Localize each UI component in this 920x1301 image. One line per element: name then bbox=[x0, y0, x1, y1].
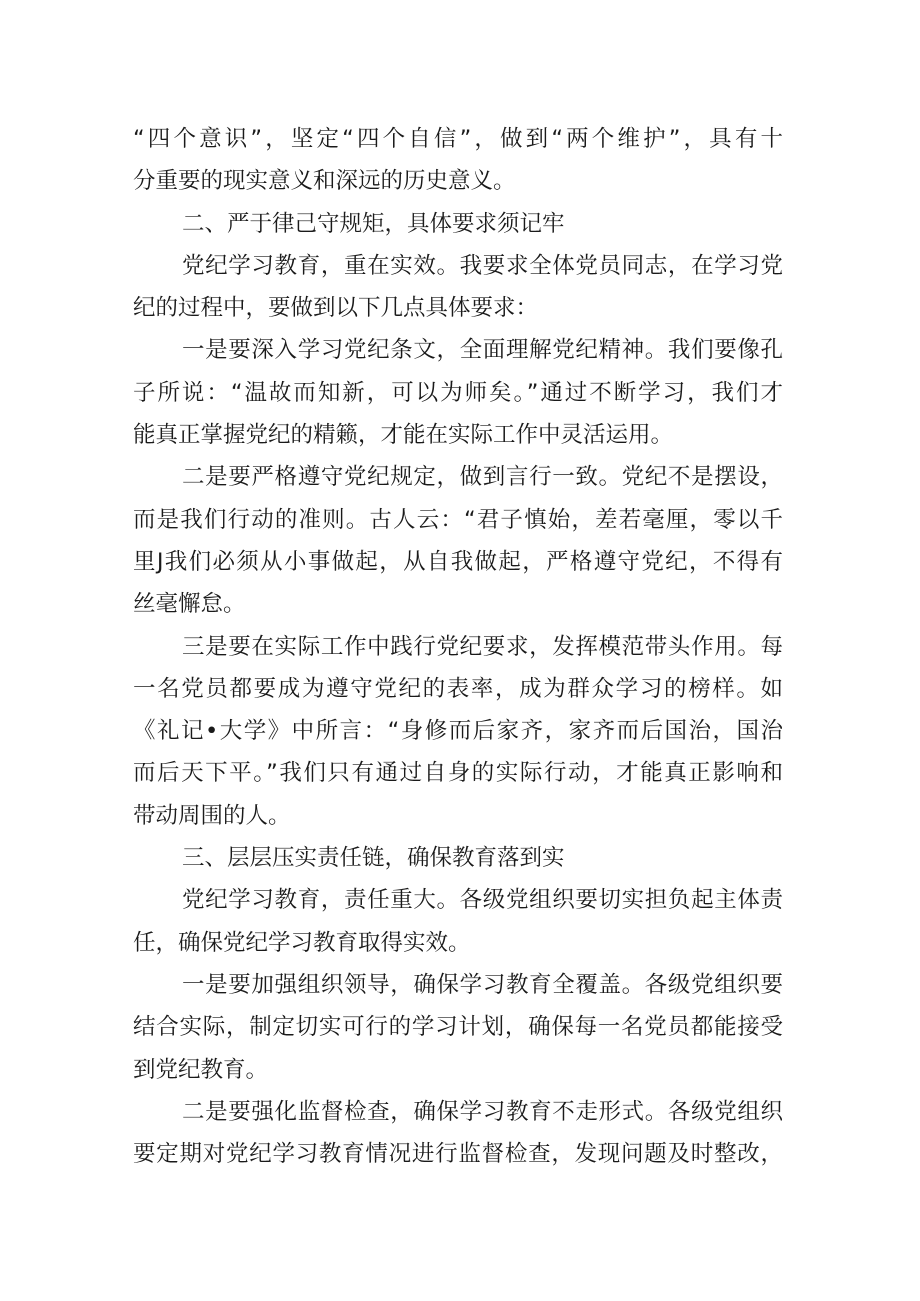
text-line: 一是要加强组织领导，确保学习教育全覆盖。各级党组织要 bbox=[182, 971, 783, 998]
text-line: 二是要严格遵守党纪规定，做到言行一致。党纪不是摆设， bbox=[182, 464, 783, 491]
text-line: 而是我们行动的准则。古人云：“君子慎始，差若毫厘，零以千 bbox=[133, 506, 783, 533]
text-line: 一是要深入学习党纪条文，全面理解党纪精神。我们要像孔 bbox=[182, 337, 783, 364]
text-line: 子所说：“温故而知新，可以为师矣。”通过不断学习，我们才 bbox=[133, 379, 783, 406]
text-line: 纪的过程中，要做到以下几点具体要求： bbox=[133, 295, 539, 322]
text-line: 三、层层压实责任链，确保教育落到实 bbox=[182, 845, 565, 872]
text-line: 里J我们必须从小事做起，从自我做起，严格遵守党纪，不得有 bbox=[133, 548, 783, 575]
text-line: 能真正掌握党纪的精籁，才能在实际工作中灵活运用。 bbox=[133, 422, 674, 449]
text-line: 要定期对党纪学习教育情况进行监督检查，发现问题及时整改， bbox=[133, 1141, 783, 1168]
document-body bbox=[133, 118, 783, 1175]
text-line: 二是要强化监督检查，确保学习教育不走形式。各级党组织 bbox=[182, 1098, 783, 1125]
text-line: 一名党员都要成为遵守党纪的表率，成为群众学习的榜样。如 bbox=[133, 675, 783, 702]
text-line: 党纪学习教育，责任重大。各级党组织要切实担负起主体责 bbox=[182, 887, 783, 914]
text-line: 分重要的现实意义和深远的历史意义。 bbox=[133, 168, 516, 195]
text-line: 三是要在实际工作中践行党纪要求，发挥模范带头作用。每 bbox=[182, 633, 783, 660]
text-line: 结合实际，制定切实可行的学习计划，确保每一名党员都能接受 bbox=[133, 1014, 783, 1041]
text-line: 《礼记•大学》中所言：“身修而后家齐，家齐而后国治，国治 bbox=[133, 718, 783, 745]
text-line: 丝毫懈怠。 bbox=[133, 591, 246, 618]
text-line: “四个意识”，坚定“四个自信”，做到“两个维护”，具有十 bbox=[133, 126, 783, 152]
text-line: 党纪学习教育，重在实效。我要求全体党员同志，在学习党 bbox=[182, 252, 783, 279]
text-line: 二、严于律己守规矩，具体要求须记牢 bbox=[182, 210, 565, 237]
text-line: 任，确保党纪学习教育取得实效。 bbox=[133, 929, 471, 956]
text-line: 而后天下平。”我们只有通过自身的实际行动，才能真正影响和 bbox=[133, 760, 783, 787]
text-line: 带动周围的人。 bbox=[133, 802, 291, 829]
text-line: 到党纪教育。 bbox=[133, 1056, 269, 1083]
